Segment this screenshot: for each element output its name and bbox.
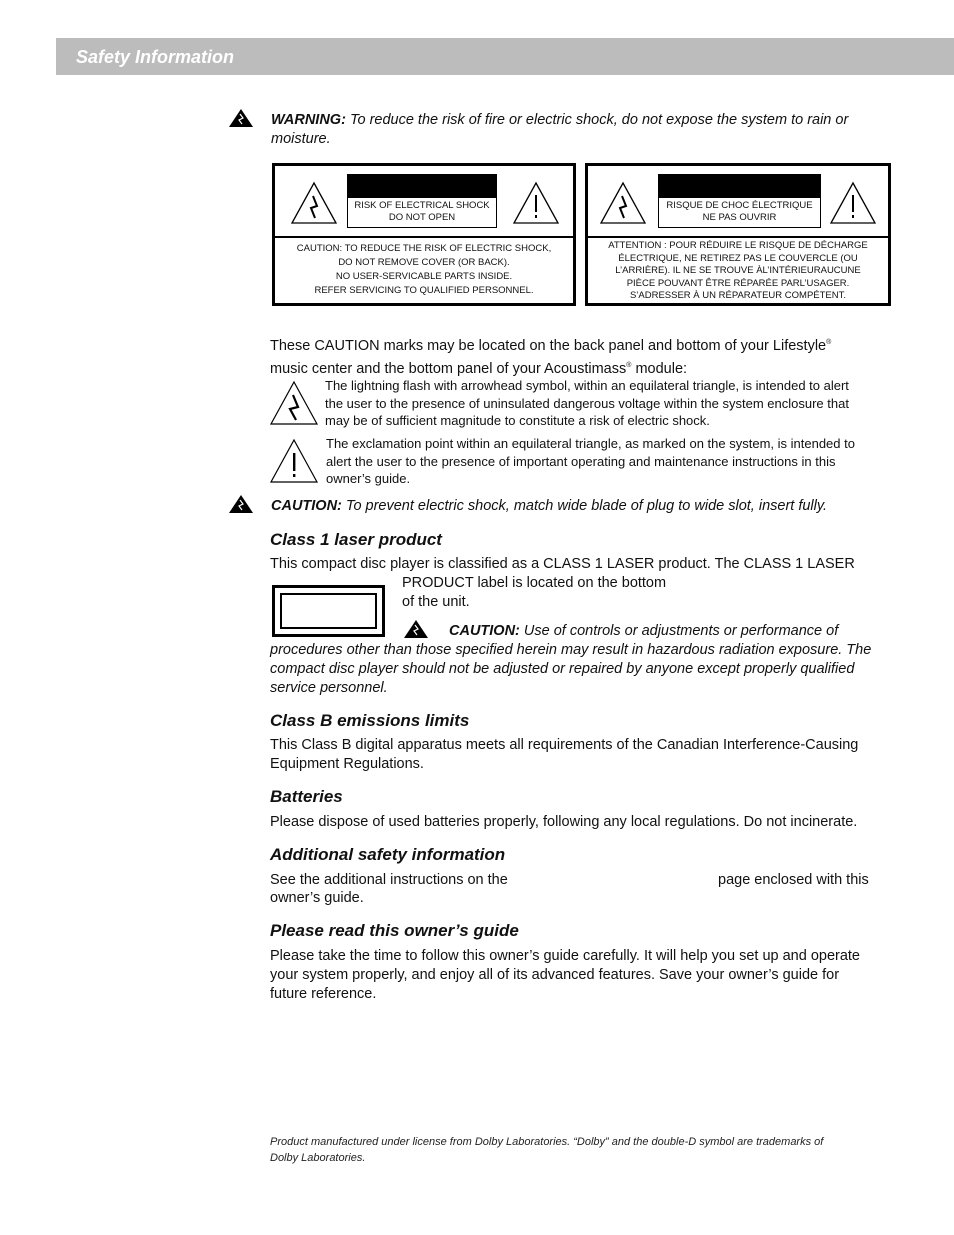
warning-triangle-icon bbox=[228, 108, 254, 128]
exclamation-triangle-icon bbox=[511, 180, 561, 226]
lightning-triangle-icon bbox=[598, 180, 648, 226]
laser-caution-rest: procedures other than those specified herein may result in hazardous radiation exposure. The compact disc player should not be adjusted or repaired by anyone except properly qualified service personnel. bbox=[270, 642, 872, 696]
lightning-triangle-icon bbox=[289, 180, 339, 226]
warning-triangle-icon bbox=[403, 619, 429, 639]
laser-text-line2: PRODUCT label is located on the bottom bbox=[402, 575, 667, 591]
laser-text-line1: This compact disc player is classified as a CLASS 1 LASER product. The CLASS 1 LASER bbox=[270, 556, 855, 572]
batteries-text: Please dispose of used batteries properly, following any local regulations. Do not incinerate. bbox=[270, 814, 858, 830]
label-caution-text-fr: ATTENTION : POUR RÉDUIRE LE RISQUE DE DÉCHARGE ÉLECTRIQUE, NE RETIREZ PAS LE COUVERCLE (OU L’ARRIÈRE). IL NE SE TROUVE ÀL’INTÉRIEURAUCUNE PIÈCE POUVANT ÊTRE RÉPARÉE PARL’USAGER. S’ADRESSER À UN RÉPARATEUR COMPÉTENT. bbox=[608, 240, 868, 301]
exclamation-symbol-description: The exclamation point within an equilateral triangle, as marked on the system, is intended to alert the user to the presence of important operating and maintenance instructions in this owner’s guide. bbox=[326, 436, 855, 486]
label-inner-en: RISK OF ELECTRICAL SHOCK DO NOT OPEN bbox=[347, 174, 497, 228]
additional-text-a: See the additional instructions on the bbox=[270, 872, 508, 888]
shock-warning-label-fr bbox=[585, 163, 891, 306]
page-title: Safety Information bbox=[76, 47, 235, 67]
batteries-heading: Batteries bbox=[270, 787, 343, 806]
read-guide-heading: Please read this owner’s guide bbox=[270, 921, 519, 940]
laser-text-line3: of the unit. bbox=[402, 594, 470, 610]
exclamation-triangle-icon bbox=[828, 180, 878, 226]
class-b-text: This Class B digital apparatus meets all requirements of the Canadian Interference-Causing Equipment Regulations. bbox=[270, 737, 859, 772]
shock-warning-label-en bbox=[272, 163, 576, 306]
laser-label-graphic bbox=[272, 585, 385, 637]
laser-heading: Class 1 laser product bbox=[270, 530, 442, 549]
header-bar bbox=[56, 38, 954, 75]
label-inner-fr: RISQUE DE CHOC ÉLECTRIQUE NE PAS OUVRIR bbox=[658, 174, 821, 228]
read-guide-text: Please take the time to follow this owner’s guide carefully. It will help you set up and operate your system properly, and enjoy all of its advanced features. Save your owner’s guide for future reference. bbox=[270, 948, 860, 1002]
class-b-heading: Class B emissions limits bbox=[270, 711, 470, 730]
warning-text: WARNING: To reduce the risk of fire or electric shock, do not expose the system to rain or moisture. bbox=[271, 112, 849, 147]
lightning-triangle-icon bbox=[268, 379, 320, 427]
label-caution-text-en: CAUTION: TO REDUCE THE RISK OF ELECTRIC SHOCK, DO NOT REMOVE COVER (OR BACK). NO USER-SERVICABLE PARTS INSIDE. REFER SERVICING TO QUALIFIED PERSONNEL. bbox=[296, 243, 552, 296]
warning-label: WARNING: bbox=[271, 112, 346, 128]
caution-marks-intro: These CAUTION marks may be located on the back panel and bottom of your Lifestyle® music center and the bottom panel of your Acoustimass® module: bbox=[270, 337, 832, 377]
laser-caution-line1: CAUTION: Use of controls or adjustments or performance of bbox=[449, 623, 839, 639]
exclamation-triangle-icon bbox=[268, 437, 320, 485]
caution-plug-text: CAUTION: To prevent electric shock, match wide blade of plug to wide slot, insert fully. bbox=[271, 498, 828, 514]
caution-label: CAUTION: bbox=[271, 498, 342, 514]
additional-text-b: page enclosed with this bbox=[718, 872, 869, 888]
lightning-symbol-description: The lightning flash with arrowhead symbol, within an equilateral triangle, is intended to alert the user to the presence of uninsulated dangerous voltage within the system enclosure that may be of sufficient magnitude to constitute a risk of electric shock. bbox=[325, 378, 849, 428]
warning-triangle-icon bbox=[228, 494, 254, 514]
dolby-footnote: Product manufactured under license from Dolby Laboratories. “Dolby” and the double-D symbol are trademarks of Dolby Laboratories. bbox=[270, 1136, 824, 1164]
additional-heading: Additional safety information bbox=[270, 845, 506, 864]
additional-text-c: owner’s guide. bbox=[270, 890, 364, 906]
